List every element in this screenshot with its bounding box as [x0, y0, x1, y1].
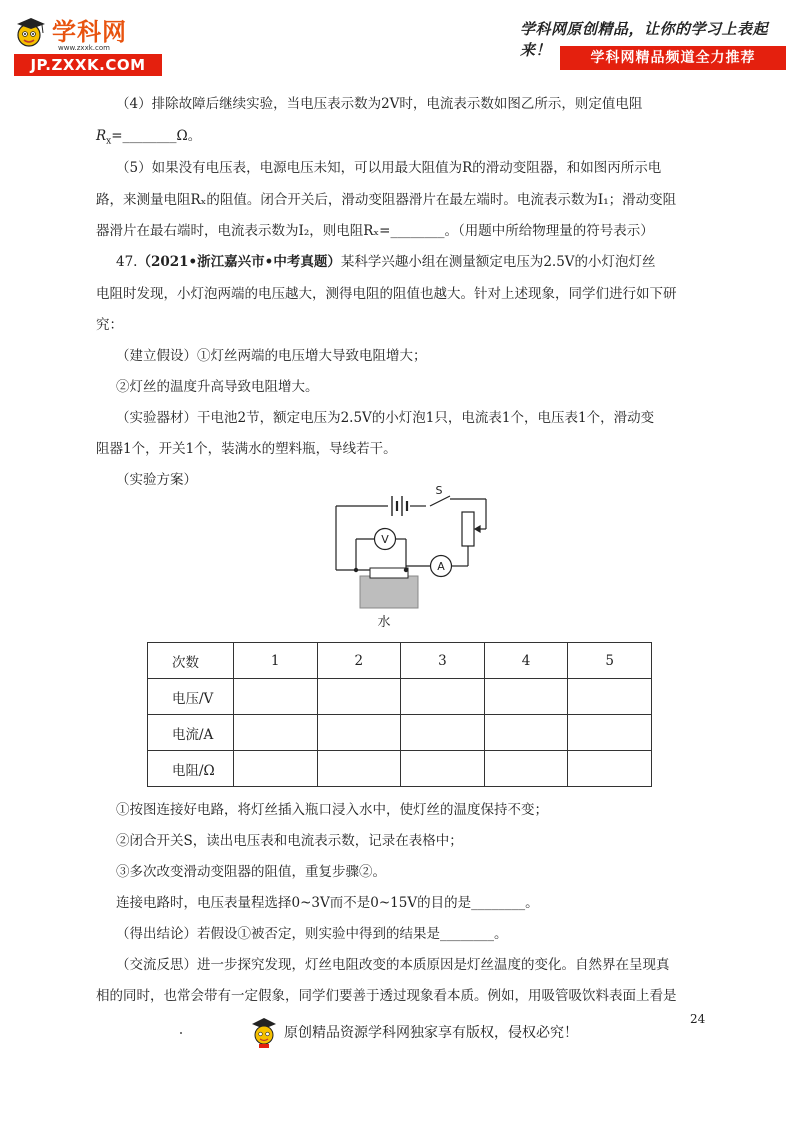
question-source: （2021•浙江嘉兴市•中考真题）: [137, 254, 341, 270]
table-row: [148, 679, 652, 715]
voltmeter-label: V: [381, 533, 389, 546]
q4-line-1: （4）排除故障后继续实验，当电压表示数为2V时，电流表示数如图乙所示，则定值电阻: [116, 96, 643, 112]
table-cell[interactable]: [233, 715, 317, 751]
footer-dot: [180, 1032, 182, 1034]
hypothesis-2: ②灯丝的温度升高导致电阻增大。: [116, 379, 319, 395]
header-slogan: 学科网原创精品，让你的学习上表起来！: [520, 20, 769, 59]
row-label-voltage: 电压/V: [148, 679, 234, 715]
q5-line-1: （5）如果没有电压表，电源电压未知，可以用最大阻值为R的滑动变阻器，和如图丙所示电: [116, 160, 662, 176]
table-header-cell: 3: [401, 643, 485, 679]
step-2: ②闭合开关S，读出电压表和电流表示数，记录在表格中；: [116, 833, 463, 849]
q47-text: 某科学兴趣小组在测量额定电压为2.5V的小灯泡灯丝: [340, 254, 656, 270]
q4-line-2: [96, 126, 716, 152]
ammeter-label: A: [437, 560, 445, 573]
switch-label: S: [435, 484, 443, 497]
table-header-label: 次数: [148, 643, 234, 679]
table-cell[interactable]: [484, 751, 568, 787]
circuit-diagram: [326, 484, 506, 634]
resistor-subscript: x: [106, 136, 112, 147]
conclusion-question: （得出结论）若假设①被否定，则实验中得到的结果是________。: [116, 926, 508, 942]
resistor-symbol: R: [96, 128, 107, 144]
table-cell[interactable]: [401, 751, 485, 787]
table-header-cell: 1: [233, 643, 317, 679]
q5-line-2: 路，来测量电阻Rₓ的阻值。闭合开关后，滑动变阻器滑片在最左端时。电流表示数为I₁；滑动变阻: [96, 192, 677, 208]
brand-logo: [14, 14, 164, 76]
step-1: ①按图连接好电路，将灯丝插入瓶口浸入水中，使灯丝的温度保持不变；: [116, 802, 548, 818]
reflection-line-1: （交流反思）进一步探究发现，灯丝电阻改变的本质原因是灯丝温度的变化。自然界在呈现真: [116, 957, 670, 973]
plan-heading: （实验方案）: [116, 472, 197, 488]
header-banner: 学科网精品频道全力推荐: [560, 46, 786, 70]
table-cell[interactable]: [233, 751, 317, 787]
table-cell[interactable]: [317, 715, 401, 751]
table-row: [148, 751, 652, 787]
table-cell[interactable]: [484, 679, 568, 715]
mascot-icon: [250, 1016, 278, 1048]
q5-line-3: 器滑片在最右端时，电流表示数为I₂，则电阻Rₓ=________。（用题中所给物理量的符号表示）: [96, 223, 654, 239]
equipment-line-1: （实验器材）干电池2节，额定电压为2.5V的小灯泡1只，电流表1个，电压表1个，滑动变: [116, 410, 655, 426]
table-cell[interactable]: [568, 679, 652, 715]
q47-line-2: 电阻时发现，小灯泡两端的电压越大，测得电阻的阻值也越大。针对上述现象，同学们进行如下研: [96, 286, 677, 302]
table-header-cell: 5: [568, 643, 652, 679]
footer: [250, 1012, 578, 1052]
page-number: 24: [690, 1012, 706, 1026]
logo-name: 学科网: [52, 18, 127, 46]
table-cell[interactable]: [568, 715, 652, 751]
reflection-line-2: 相的同时，也常会带有一定假象，同学们要善于透过现象看本质。例如，用吸管吸饮料表面上看是: [96, 988, 677, 1004]
table-cell[interactable]: [233, 679, 317, 715]
logo-url-badge[interactable]: JP.ZXXK.COM: [14, 54, 162, 76]
step-3: ③多次改变滑动变阻器的阻值，重复步骤②。: [116, 864, 386, 880]
q47-line-1: [116, 252, 736, 272]
equipment-line-2: 阻器1个，开关1个，装满水的塑料瓶，导线若干。: [96, 441, 397, 457]
table-cell[interactable]: [317, 679, 401, 715]
table-header-cell: 2: [317, 643, 401, 679]
hypothesis-1: （建立假设）①灯丝两端的电压增大导致电阻增大；: [116, 348, 427, 364]
table-cell[interactable]: [401, 679, 485, 715]
table-header-cell: 4: [484, 643, 568, 679]
q47-line-3: 究：: [96, 317, 123, 333]
water-label: 水: [377, 615, 391, 630]
table-cell[interactable]: [401, 715, 485, 751]
footer-copyright: 原创精品资源学科网独家享有版权，侵权必究！: [284, 1025, 578, 1041]
table-cell[interactable]: [317, 751, 401, 787]
range-question: 连接电路时，电压表量程选择0~3V而不是0~15V的目的是________。: [116, 895, 539, 911]
data-table: [147, 642, 652, 787]
table-cell[interactable]: [568, 751, 652, 787]
row-label-resistance: 电阻/Ω: [148, 751, 234, 787]
table-row: [148, 715, 652, 751]
table-header-row: [148, 643, 652, 679]
mascot-icon: [14, 15, 48, 49]
q4-answer-blank: =________Ω。: [111, 128, 202, 144]
table-cell[interactable]: [484, 715, 568, 751]
row-label-current: 电流/A: [148, 715, 234, 751]
question-number: 47.: [116, 254, 138, 270]
logo-subtitle: www.zxxk.com: [58, 44, 110, 52]
